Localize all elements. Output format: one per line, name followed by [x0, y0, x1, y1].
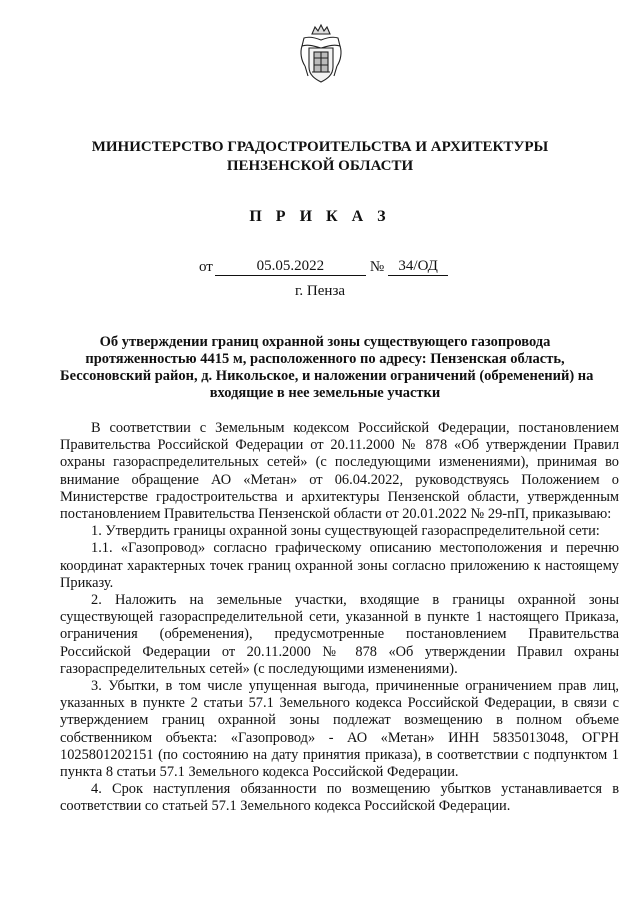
date-number-line: [199, 258, 448, 276]
number-label: №: [369, 259, 385, 275]
item-4: 4. Срок наступления обязанности по возмещению убытков устанавливается в соответствии со статьей 57.1 Земельного кодекса Российской Федерации.: [60, 781, 619, 815]
subject-line3: Бессоновский район, д. Никольское, и наложении ограничений (обременений) на: [60, 368, 594, 384]
ministry-name: [60, 138, 580, 176]
number-field: 34/ОД: [388, 258, 448, 276]
ministry-name-line2: ПЕНЗЕНСКОЙ ОБЛАСТИ: [226, 158, 414, 174]
date-label: от: [199, 259, 213, 275]
subject-line4: входящие в нее земельные участки: [209, 385, 441, 401]
subject-line1: Об утверждении границ охранной зоны существующего газопровода: [99, 334, 551, 350]
city: г. Пенза: [294, 283, 346, 299]
preamble-paragraph: В соответствии с Земельным кодексом Российской Федерации, постановлением Правительства Российской Федерации от 20.11.2000 № 878 «Об утверждении Правил охраны газораспределительных сетей» (с последующими изменениями), принимая во внимание обращение АО «Метан» от 06.04.2022, руководствуясь Положением о Министерстве градостроительства и архитектуры Пензенской области, утвержденным постановлением Правительства Пензенской области от 20.01.2022 № 29-пП, приказываю:: [60, 420, 619, 523]
order-body: [60, 420, 619, 816]
date-field: 05.05.2022: [215, 258, 366, 276]
ministry-name-line1: МИНИСТЕРСТВО ГРАДОСТРОИТЕЛЬСТВА И АРХИТЕКТУРЫ: [91, 139, 549, 155]
item-2: 2. Наложить на земельные участки, входящие в границы охранной зоны существующей газораспределительной сети, указанной в пункте 1 настоящего Приказа, ограничения (обременения), предусмотренные постановлением Правительства Российской Федерации от 20.11.2000 № 878 «Об утверждении Правил охраны газораспределительных сетей» (с последующими изменениями).: [60, 592, 619, 677]
item-1: 1. Утвердить границы охранной зоны существующей газораспределительной сети:: [91, 523, 600, 540]
item-1-1: 1.1. «Газопровод» согласно графическому описанию местоположения и перечню координат характерных точек границ охранной зоны согласно приложению к настоящему Приказу.: [60, 540, 619, 591]
subject-line2: протяженностью 4415 м, расположенного по адресу: Пензенская область,: [85, 351, 565, 367]
item-3: 3. Убытки, в том числе упущенная выгода, причиненные ограничением прав лиц, указанных в пункте 2 статьи 57.1 Земельного кодекса Российской Федерации, в связи с утверждением границ охранной зоны подлежат возмещению в полном объеме собственником объекта: «Газопровод» - АО «Метан» ИНН 5835013048, ОГРН 1025801202151 (по состоянию на дату принятия приказа), в соответствии с подпунктом 1 пункта 8 статьи 57.1 Земельного кодекса Российской Федерации.: [60, 678, 619, 781]
order-subject: [60, 334, 594, 402]
penza-oblast-coat-of-arms-icon: [298, 22, 344, 86]
document-type-title: П Р И К А З: [249, 208, 391, 225]
